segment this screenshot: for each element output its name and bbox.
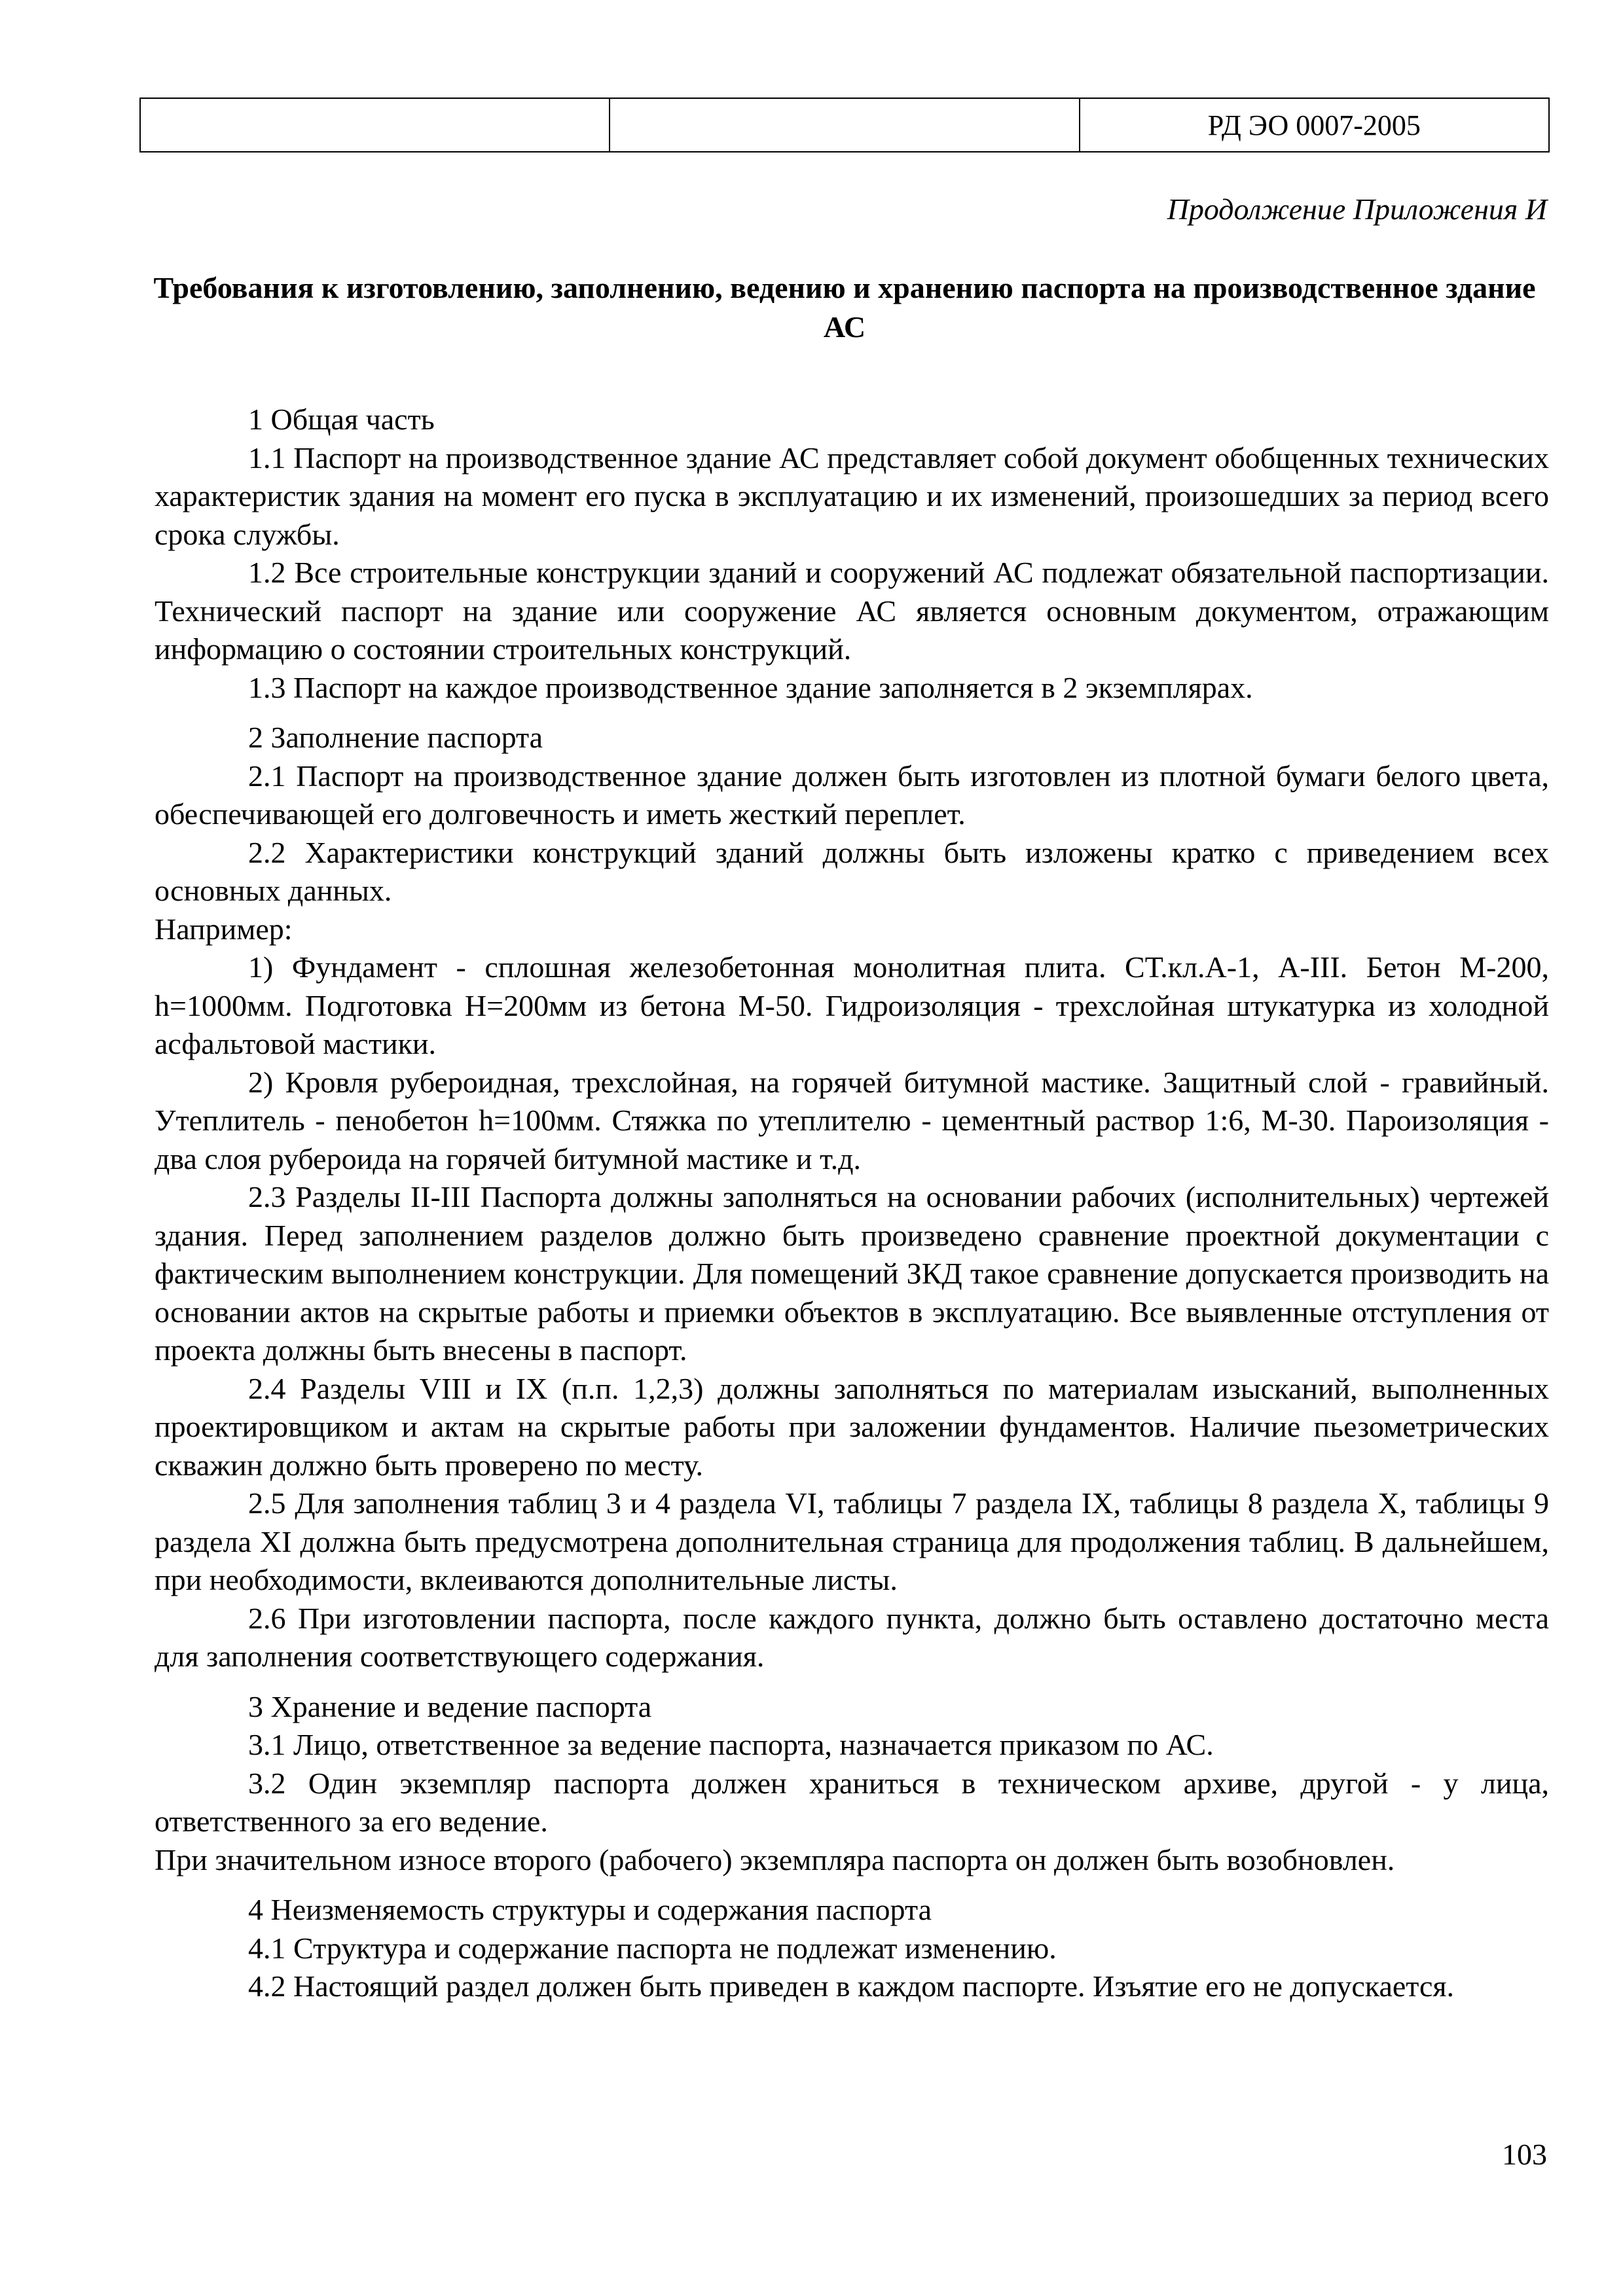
paragraph-4-1: 4.1 Структура и содержание паспорта не подлежат изменению. bbox=[248, 1931, 1057, 1965]
paragraph-3-note: При значительном износе второго (рабочего) экземпляра паспорта он должен быть возобновлен. bbox=[155, 1842, 1395, 1876]
paragraph-3-1: 3.1 Лицо, ответственное за ведение паспорта, назначается приказом по АС. bbox=[248, 1728, 1214, 1761]
paragraph-1-3: 1.3 Паспорт на каждое производственное здание заполняется в 2 экземплярах. bbox=[248, 670, 1253, 704]
example-item-2: 2) Кровля рубероидная, трехслойная, на горячей битумной мастике. Защитный слой - гравийный. Утеплитель - пенобетон h=100мм. Стяжка по утеплителю - цементный раствор 1:6, М-30. Пароизоляция - два слоя рубероида на горячей битумной мастике и т.д. bbox=[155, 1065, 1549, 1175]
paragraph-2-5: 2.5 Для заполнения таблиц 3 и 4 раздела VI, таблицы 7 раздела IX, таблицы 8 раздела X, таблицы 9 раздела XI должна быть предусмотрена дополнительная страница для продолжения таблиц. В дальнейшем, при необходимости, вклеиваются дополнительные листы. bbox=[155, 1486, 1549, 1596]
paragraph-4-2: 4.2 Настоящий раздел должен быть приведен в каждом паспорте. Изъятие его не допускается. bbox=[248, 1969, 1455, 2003]
section-heading-4: 4 Неизменяемость структуры и содержания паспорта bbox=[248, 1893, 932, 1926]
document-header-table bbox=[139, 98, 1550, 152]
page-number: 103 bbox=[1502, 2138, 1547, 2171]
header-row bbox=[140, 98, 1549, 152]
header-cell-document-code: РД ЭО 0007-2005 bbox=[1080, 98, 1549, 152]
example-label: Например: bbox=[155, 912, 293, 946]
paragraph-3-2: 3.2 Один экземпляр паспорта должен храниться в техническом архиве, другой - у лица, ответственного за его ведение. bbox=[155, 1766, 1549, 1838]
section-heading-1: 1 Общая часть bbox=[248, 403, 435, 436]
paragraph-2-6: 2.6 При изготовлении паспорта, после каждого пункта, должно быть оставлено достаточно места для заполнения соответствующего содержания. bbox=[155, 1601, 1549, 1673]
paragraph-2-4: 2.4 Разделы VIII и IX (п.п. 1,2,3) должны заполняться по материалам изысканий, выполненных проектировщиком и актам на скрытые работы при заложении фундаментов. Наличие пьезометрических скважин должно быть проверено по месту. bbox=[155, 1371, 1549, 1482]
header-cell-left bbox=[140, 98, 610, 152]
section-heading-2: 2 Заполнение паспорта bbox=[248, 721, 543, 754]
appendix-continuation-label: Продолжение Приложения И bbox=[1167, 192, 1547, 226]
document-body bbox=[155, 401, 1549, 2006]
header-cell-middle bbox=[610, 98, 1079, 152]
paragraph-2-1: 2.1 Паспорт на производственное здание должен быть изготовлен из плотной бумаги белого цвета, обеспечивающей его долговечность и иметь жесткий переплет. bbox=[155, 759, 1549, 831]
section-heading-3: 3 Хранение и ведение паспорта bbox=[248, 1689, 652, 1723]
paragraph-1-1: 1.1 Паспорт на производственное здание АС представляет собой документ обобщенных технических характеристик здания на момент его пуска в эксплуатацию и их изменений, произошедших за период всего срока службы. bbox=[155, 440, 1549, 551]
paragraph-2-2: 2.2 Характеристики конструкций зданий должны быть изложены кратко с приведением всех основных данных. bbox=[155, 835, 1549, 907]
document-title: Требования к изготовлению, заполнению, ведению и хранению паспорта на производственное здание АС bbox=[153, 271, 1536, 344]
example-item-1: 1) Фундамент - сплошная железобетонная монолитная плита. СТ.кл.А-1, А-III. Бетон М-200, h=1000мм. Подготовка Н=200мм из бетона М-50. Гидроизоляция - трехслойная штукатурка из холодной асфальтовой мастики. bbox=[155, 950, 1549, 1060]
paragraph-2-3: 2.3 Разделы II-III Паспорта должны заполняться на основании рабочих (исполнительных) чертежей здания. Перед заполнением разделов должно быть произведено сравнение проектной документации с фактическим выполнением конструкции. Для помещений ЗКД такое сравнение допускается производить на основании актов на скрытые работы и приемки объектов в эксплуатацию. Все выявленные отступления от проекта должны быть внесены в паспорт. bbox=[155, 1180, 1549, 1367]
paragraph-1-2: 1.2 Все строительные конструкции зданий и сооружений АС подлежат обязательной паспортизации. Технический паспорт на здание или сооружение АС является основным документом, отражающим информацию о состоянии строительных конструкций. bbox=[155, 556, 1549, 666]
